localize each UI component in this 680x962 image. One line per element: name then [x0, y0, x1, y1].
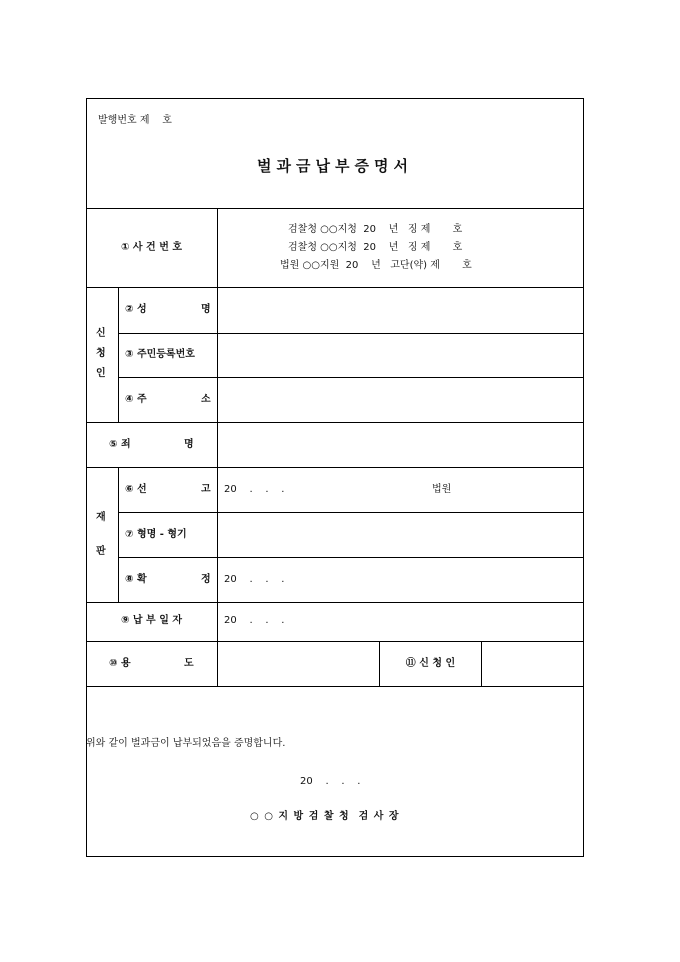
case-number-line: 검찰청 ○○지청 20 년 징 제 호 — [288, 224, 463, 235]
divider — [118, 287, 119, 422]
finalization-date: 20 . . . — [224, 574, 285, 585]
certification-statement: 위와 같이 벌과금이 납부되었음을 증명합니다. — [86, 738, 286, 749]
finalization-label: ⑧ 확 — [125, 574, 147, 585]
case-number-line: 법원 ○○지원 20 년 고단(약) 제 호 — [280, 260, 472, 271]
address-label: ④ 주 — [125, 394, 147, 405]
purpose-label: 도 — [184, 658, 194, 669]
case-number-label: ① 사 건 번 호 — [120, 242, 183, 253]
penalty-field[interactable] — [218, 513, 583, 556]
offense-label: 명 — [184, 439, 194, 450]
payment-date-label: ⑨ 납 부 일 자 — [120, 615, 183, 626]
divider — [118, 557, 584, 558]
document-title: 벌과금납부증명서 — [257, 157, 413, 175]
offense-label: ⑤ 죄 — [109, 439, 131, 450]
name-label: ② 성 — [125, 304, 147, 315]
issue-date: 20 . . . — [300, 776, 361, 787]
offense-field[interactable] — [218, 423, 583, 466]
penalty-label: ⑦ 형명 - 형기 — [125, 529, 187, 540]
address-field[interactable] — [218, 378, 583, 421]
divider — [86, 602, 584, 603]
trial-group-label: 재 — [96, 512, 106, 523]
name-field[interactable] — [218, 288, 583, 332]
sentence-label: ⑥ 선 — [125, 484, 147, 495]
purpose-field[interactable] — [218, 642, 378, 685]
issue-number-label: 발행번호 제 호 — [98, 115, 172, 126]
applicant-group-label: 신 — [96, 328, 106, 339]
applicant-group-label: 청 — [96, 348, 106, 359]
applicant-label: ⑪ 신 청 인 — [405, 658, 456, 669]
case-number-line: 검찰청 ○○지청 20 년 징 제 호 — [288, 242, 463, 253]
rrn-field[interactable] — [218, 334, 583, 376]
sentence-label: 고 — [201, 484, 211, 495]
name-label: 명 — [201, 304, 211, 315]
applicant-field[interactable] — [482, 642, 583, 685]
sentence-date: 20 . . . — [224, 484, 285, 495]
rrn-label: ③ 주민등록번호 — [125, 349, 195, 360]
payment-date: 20 . . . — [224, 615, 285, 626]
purpose-label: ⑩ 용 — [109, 658, 131, 669]
divider — [118, 467, 119, 602]
sentence-court: 법원 — [432, 484, 452, 495]
address-label: 소 — [201, 394, 211, 405]
applicant-group-label: 인 — [96, 368, 106, 379]
divider — [86, 467, 584, 468]
issuer-name: ○ ○ 지 방 검 찰 청 검 사 장 — [250, 811, 400, 822]
divider — [86, 208, 584, 209]
finalization-label: 정 — [201, 574, 211, 585]
divider — [86, 686, 584, 687]
trial-group-label: 판 — [96, 546, 106, 557]
